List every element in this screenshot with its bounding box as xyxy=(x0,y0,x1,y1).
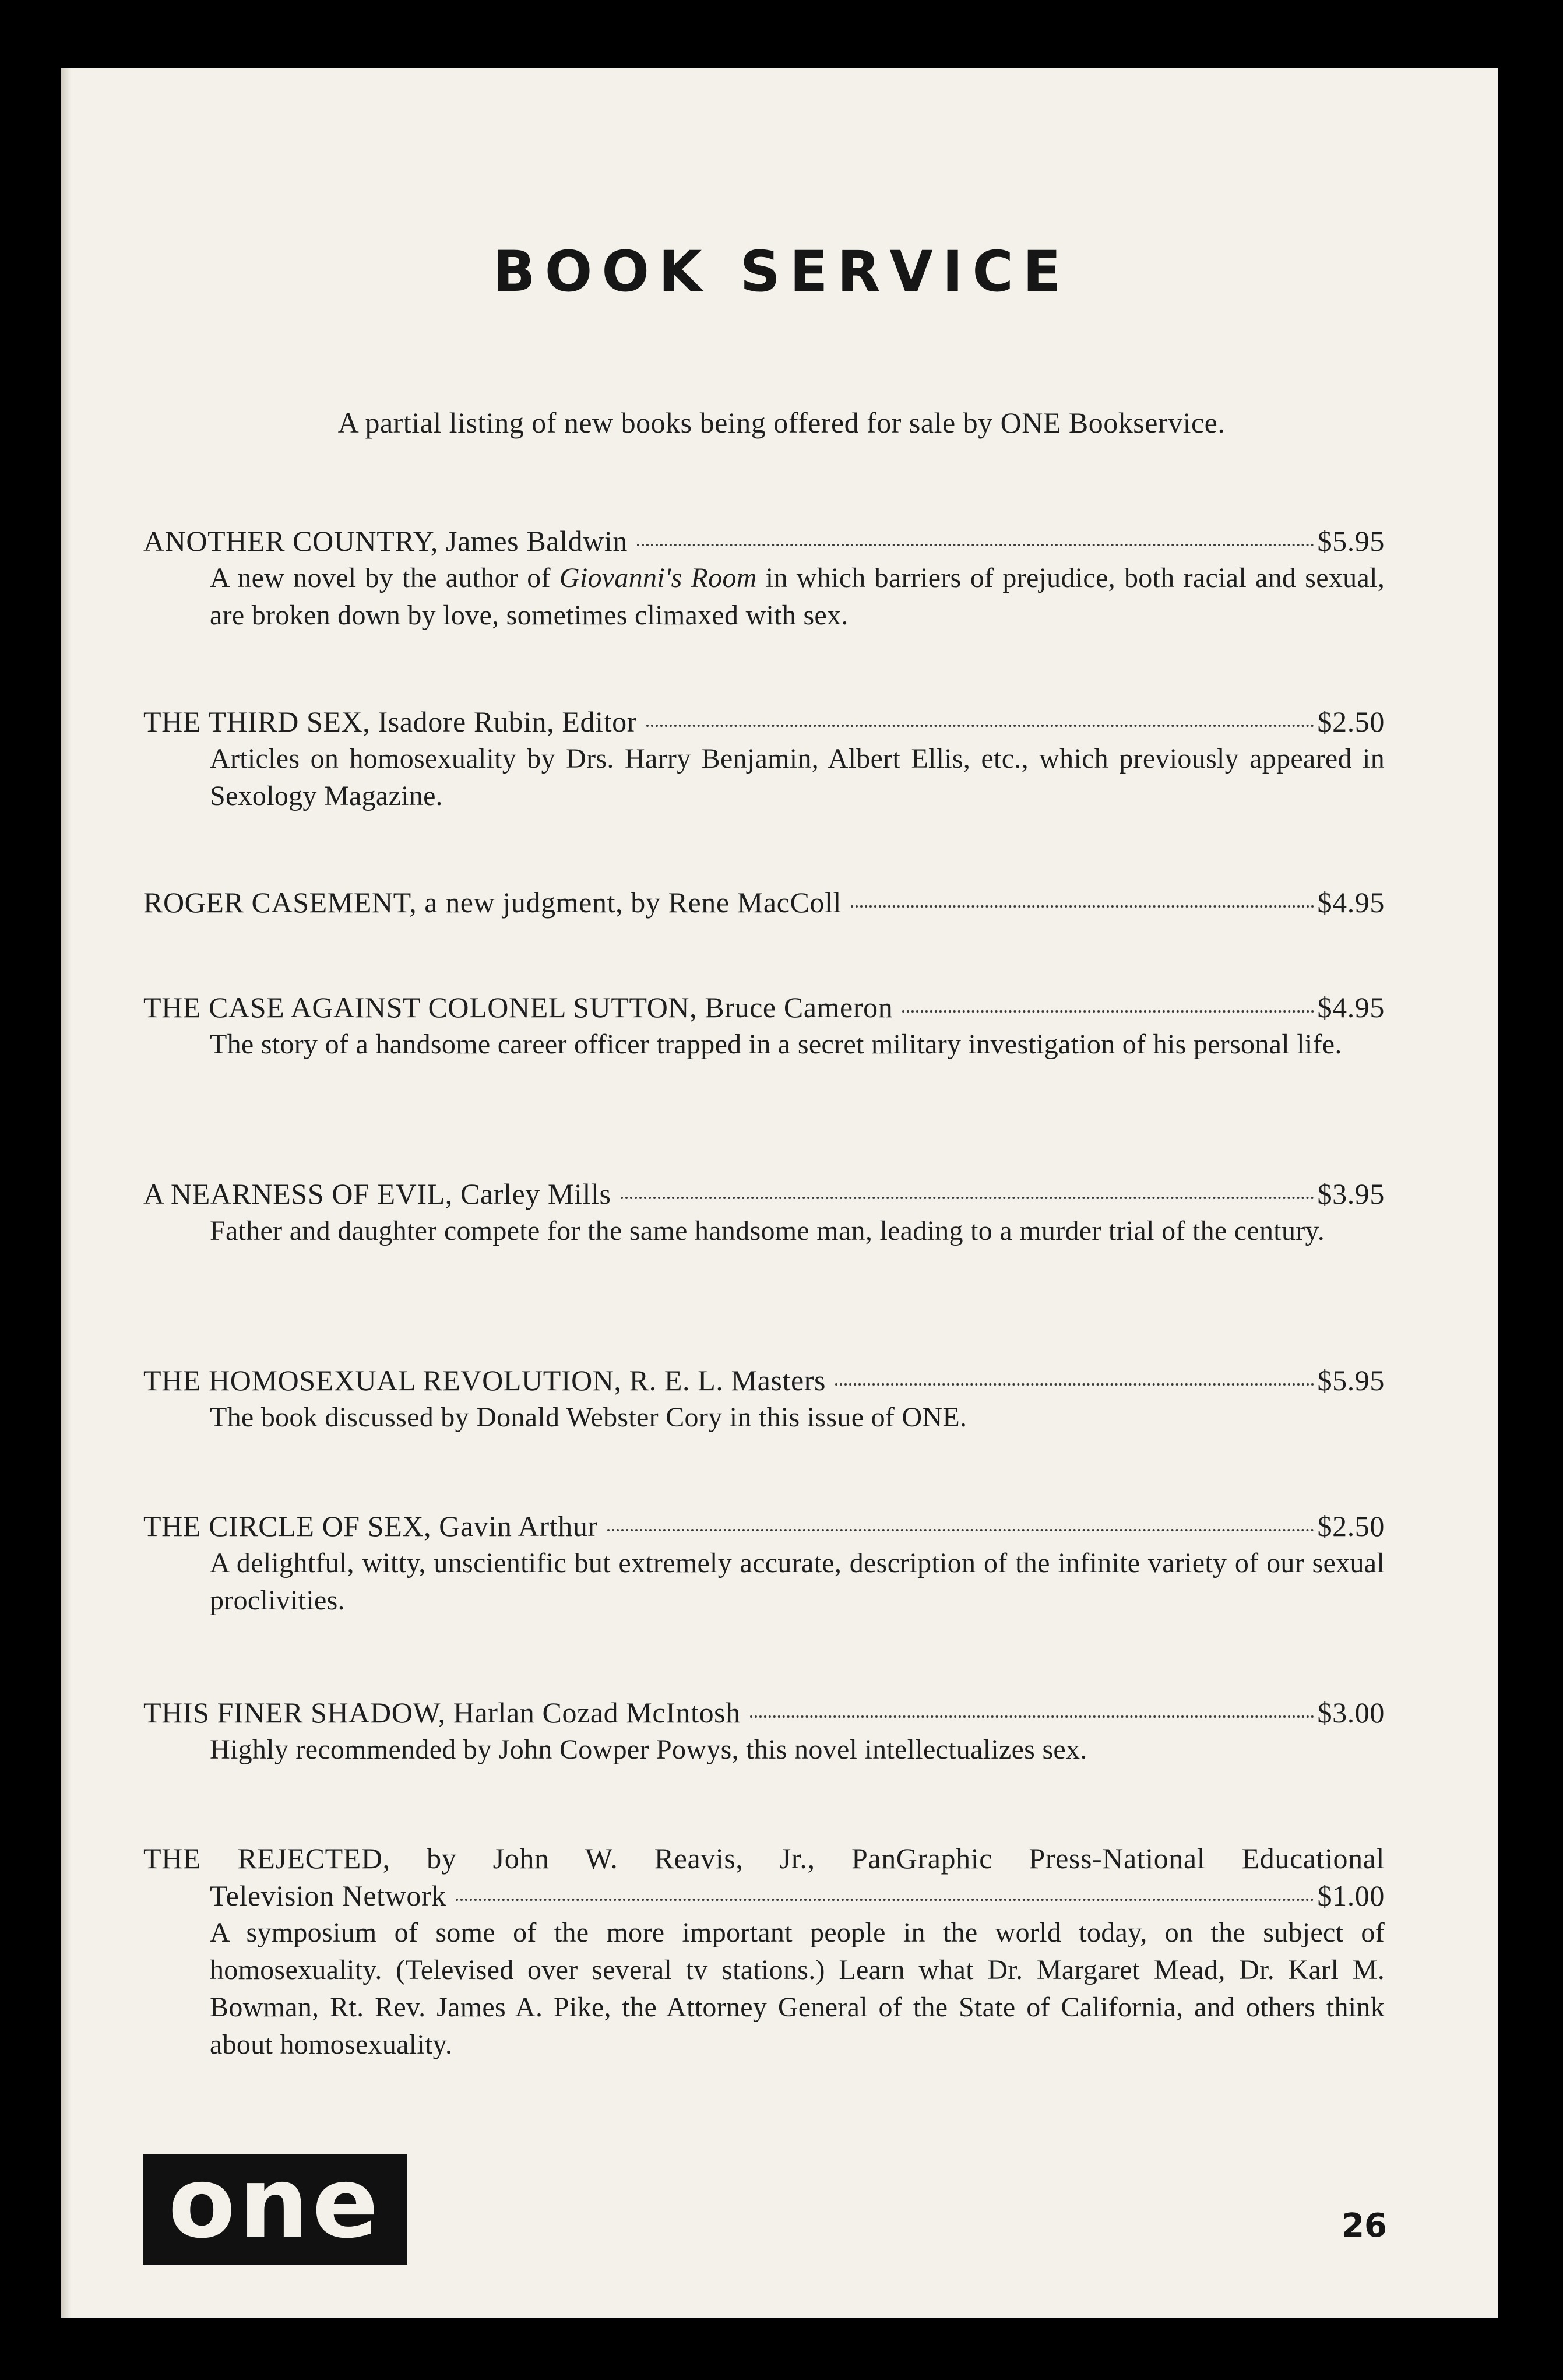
description-italic-title: Giovanni's Room xyxy=(559,563,757,593)
book-price: $5.95 xyxy=(1317,525,1385,557)
book-heading: THE CASE AGAINST COLONEL SUTTON, Bruce Cameron xyxy=(143,991,893,1024)
book-price: $2.50 xyxy=(1317,1510,1385,1542)
book-heading-row xyxy=(143,1694,1385,1731)
book-entry-roger-casement xyxy=(143,884,1385,921)
book-description: The story of a handsome career officer trapped in a secret military investigation of his personal life. xyxy=(210,1029,1342,1060)
book-price: $1.00 xyxy=(1317,1879,1385,1912)
book-description: A symposium of some of the more important people in the world today, on the subject of homosexuality. (Televised over several tv stations.) Learn what Dr. Margaret Mead, Dr. Karl M. Bowman, Rt. Rev. James A. Pike, the Attorney General of the State of California, and others think about homosexuality. xyxy=(210,1917,1385,2060)
book-entry-the-rejected xyxy=(143,1840,1385,2063)
book-entry-homosexual-revolution xyxy=(143,1362,1385,1436)
book-description: Highly recommended by John Cowper Powys, this novel intellectualizes sex. xyxy=(210,1734,1087,1765)
book-heading-row xyxy=(143,522,1385,560)
book-entry-another-country xyxy=(143,522,1385,634)
page-title: BOOK SERVICE xyxy=(492,239,1071,304)
book-entry-circle-of-sex xyxy=(143,1507,1385,1619)
book-description: Articles on homosexuality by Drs. Harry Benjamin, Albert Ellis, etc., which previously appeared in Sexology Magazine. xyxy=(210,743,1385,811)
book-price: $3.95 xyxy=(1317,1177,1385,1210)
page-binding-shadow xyxy=(61,68,71,2318)
book-heading-row xyxy=(143,1507,1385,1545)
one-magazine-logo xyxy=(143,2146,407,2265)
book-heading: A NEARNESS OF EVIL, Carley Mills xyxy=(143,1177,611,1210)
description-text: A new novel by the author of xyxy=(210,563,559,593)
intro-text: A partial listing of new books being offered for sale by ONE Bookservice. xyxy=(337,406,1226,439)
dot-leader xyxy=(851,905,1314,908)
book-heading: THE CIRCLE OF SEX, Gavin Arthur xyxy=(143,1510,598,1542)
dot-leader xyxy=(621,1197,1314,1199)
book-description: Father and daughter compete for the same handsome man, leading to a murder trial of the century. xyxy=(210,1215,1325,1246)
dot-leader xyxy=(835,1383,1314,1386)
book-heading: ROGER CASEMENT, a new judgment, by Rene MacColl xyxy=(143,886,842,919)
book-heading-row xyxy=(143,884,1385,921)
book-heading-row xyxy=(143,1362,1385,1399)
book-heading: THE HOMOSEXUAL REVOLUTION, R. E. L. Masters xyxy=(143,1364,826,1397)
book-heading: THE THIRD SEX, Isadore Rubin, Editor xyxy=(143,705,637,738)
logo-text: one xyxy=(168,2146,382,2260)
book-entry-third-sex xyxy=(143,703,1385,815)
book-heading-row xyxy=(143,703,1385,740)
book-heading-row xyxy=(143,989,1385,1026)
book-description: The book discussed by Donald Webster Cory in this issue of ONE. xyxy=(210,1402,967,1433)
book-heading-row xyxy=(143,1175,1385,1212)
book-heading-row xyxy=(143,1840,1385,1877)
book-price: $3.00 xyxy=(1317,1696,1385,1729)
description-text: in which barriers of prejudice, both racial and sexual, are broken down by love, sometimes climaxed with sex. xyxy=(210,563,1385,631)
dot-leader xyxy=(456,1899,1314,1901)
book-heading: THIS FINER SHADOW, Harlan Cozad McIntosh xyxy=(143,1696,741,1729)
dot-leader xyxy=(902,1010,1314,1013)
dot-leader xyxy=(637,544,1314,546)
book-price: $2.50 xyxy=(1317,705,1385,738)
dot-leader xyxy=(646,725,1314,727)
dot-leader xyxy=(607,1529,1314,1531)
book-description: A delightful, witty, unscientific but extremely accurate, description of the infinite variety of our sexual proclivities. xyxy=(210,1548,1385,1616)
book-entry-this-finer-shadow xyxy=(143,1694,1385,1769)
book-entry-nearness-of-evil xyxy=(143,1175,1385,1250)
book-heading: ANOTHER COUNTRY, James Baldwin xyxy=(143,525,628,557)
book-heading: THE REJECTED, by John W. Reavis, Jr., PanGraphic Press-National Educational xyxy=(143,1842,1385,1875)
dot-leader xyxy=(750,1715,1314,1718)
book-price: $4.95 xyxy=(1317,886,1385,919)
book-entry-colonel-sutton xyxy=(143,989,1385,1063)
book-description xyxy=(143,560,1385,634)
book-price: $4.95 xyxy=(1317,991,1385,1024)
book-price: $5.95 xyxy=(1317,1364,1385,1397)
book-heading-continued: Television Network xyxy=(210,1879,446,1912)
book-heading-row-continued xyxy=(143,1877,1385,1914)
page-number: 26 xyxy=(1342,2207,1387,2245)
